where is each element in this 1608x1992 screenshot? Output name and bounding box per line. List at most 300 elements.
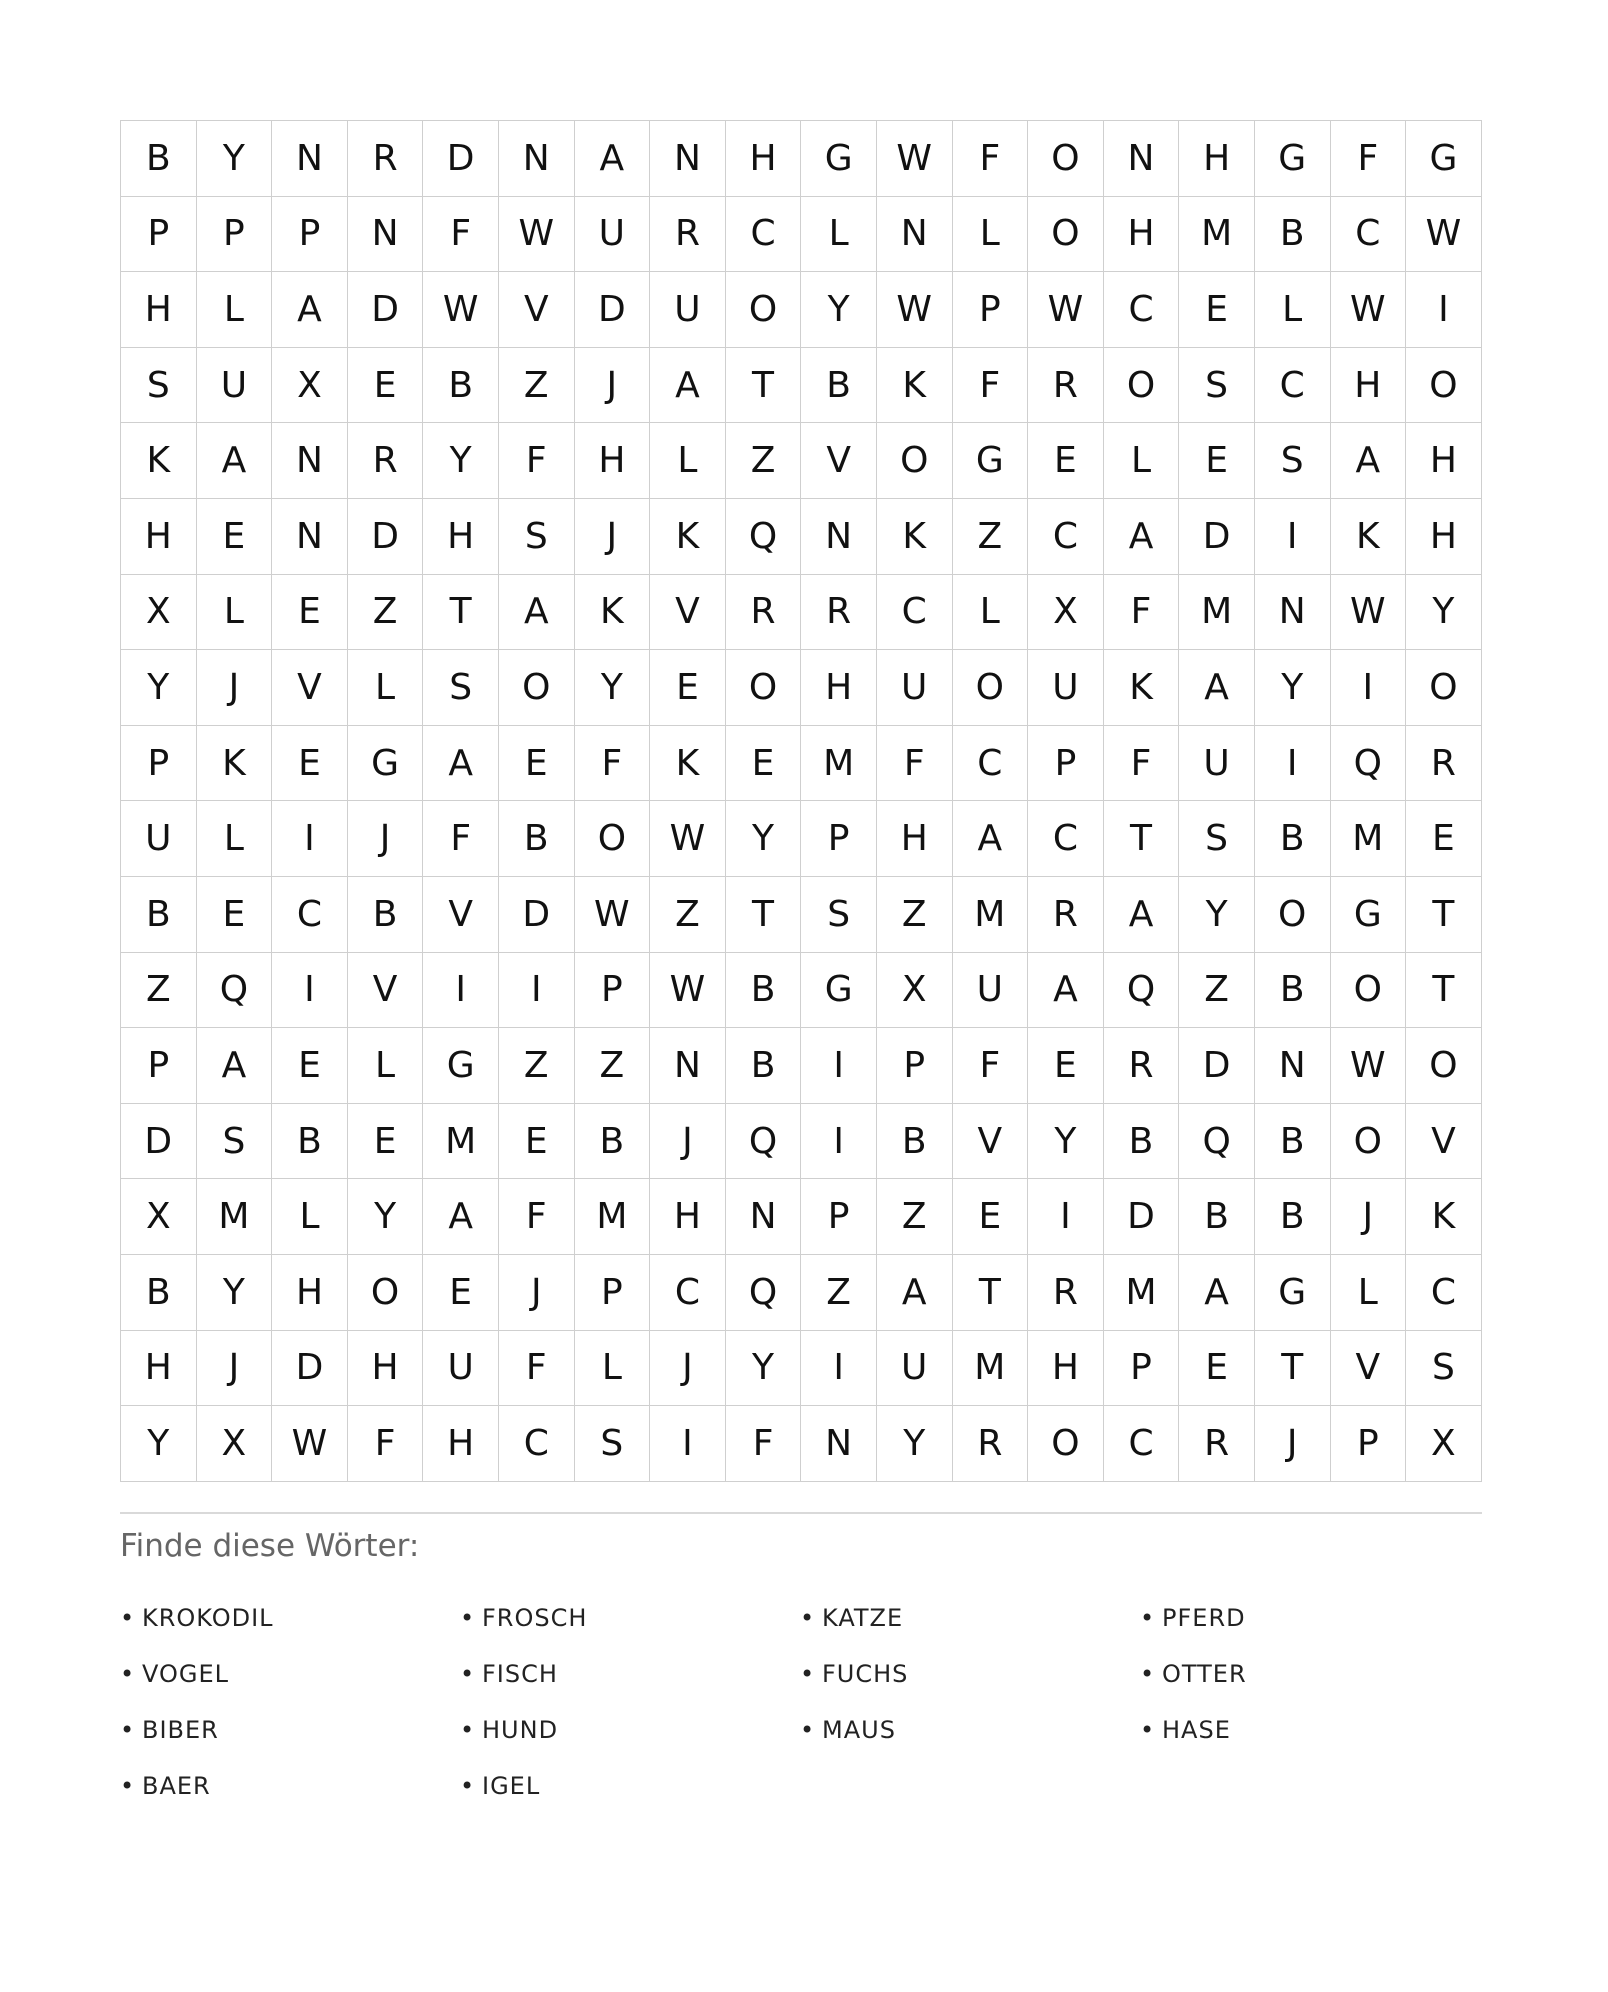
grid-cell[interactable]: X — [272, 348, 348, 424]
grid-cell[interactable]: K — [877, 348, 953, 424]
grid-cell[interactable]: X — [877, 953, 953, 1029]
grid-cell[interactable]: Y — [197, 1255, 273, 1331]
grid-cell[interactable]: S — [121, 348, 197, 424]
grid-cell[interactable]: I — [1406, 272, 1482, 348]
grid-cell[interactable]: N — [726, 1179, 802, 1255]
grid-cell[interactable]: V — [348, 953, 424, 1029]
grid-cell[interactable]: O — [1255, 877, 1331, 953]
grid-cell[interactable]: Y — [1255, 650, 1331, 726]
grid-cell[interactable]: E — [726, 726, 802, 802]
grid-cell[interactable]: N — [650, 1028, 726, 1104]
grid-cell[interactable]: N — [801, 499, 877, 575]
grid-cell[interactable]: M — [575, 1179, 651, 1255]
grid-cell[interactable]: Z — [575, 1028, 651, 1104]
grid-cell[interactable]: I — [1028, 1179, 1104, 1255]
grid-cell[interactable]: F — [499, 1331, 575, 1407]
grid-cell[interactable]: W — [272, 1406, 348, 1482]
grid-cell[interactable]: N — [348, 197, 424, 273]
grid-cell[interactable]: W — [1331, 575, 1407, 651]
grid-cell[interactable]: Y — [726, 801, 802, 877]
grid-cell[interactable]: H — [348, 1331, 424, 1407]
grid-cell[interactable]: L — [575, 1331, 651, 1407]
grid-cell[interactable]: Y — [1179, 877, 1255, 953]
grid-cell[interactable]: C — [650, 1255, 726, 1331]
grid-cell[interactable]: Y — [877, 1406, 953, 1482]
grid-cell[interactable]: R — [1028, 877, 1104, 953]
grid-cell[interactable]: L — [953, 197, 1029, 273]
grid-cell[interactable]: M — [1179, 197, 1255, 273]
grid-cell[interactable]: N — [272, 423, 348, 499]
grid-cell[interactable]: U — [575, 197, 651, 273]
grid-cell[interactable]: Z — [877, 1179, 953, 1255]
grid-cell[interactable]: H — [1406, 499, 1482, 575]
grid-cell[interactable]: Z — [499, 1028, 575, 1104]
grid-cell[interactable]: R — [1028, 1255, 1104, 1331]
grid-cell[interactable]: L — [348, 1028, 424, 1104]
grid-cell[interactable]: I — [272, 801, 348, 877]
grid-cell[interactable]: M — [197, 1179, 273, 1255]
grid-cell[interactable]: K — [575, 575, 651, 651]
grid-cell[interactable]: N — [1255, 575, 1331, 651]
grid-cell[interactable]: L — [272, 1179, 348, 1255]
grid-cell[interactable]: O — [575, 801, 651, 877]
grid-cell[interactable]: L — [348, 650, 424, 726]
grid-cell[interactable]: U — [650, 272, 726, 348]
grid-cell[interactable]: J — [499, 1255, 575, 1331]
grid-cell[interactable]: O — [726, 272, 802, 348]
grid-cell[interactable]: H — [423, 1406, 499, 1482]
grid-cell[interactable]: A — [953, 801, 1029, 877]
grid-cell[interactable]: N — [499, 121, 575, 197]
grid-cell[interactable]: N — [877, 197, 953, 273]
grid-cell[interactable]: B — [877, 1104, 953, 1180]
grid-cell[interactable]: O — [1406, 1028, 1482, 1104]
grid-cell[interactable]: V — [801, 423, 877, 499]
grid-cell[interactable]: M — [953, 1331, 1029, 1407]
grid-cell[interactable]: P — [575, 1255, 651, 1331]
grid-cell[interactable]: E — [197, 877, 273, 953]
grid-cell[interactable]: B — [1255, 953, 1331, 1029]
grid-cell[interactable]: Y — [1028, 1104, 1104, 1180]
grid-cell[interactable]: H — [877, 801, 953, 877]
grid-cell[interactable]: W — [1406, 197, 1482, 273]
grid-cell[interactable]: C — [1104, 1406, 1180, 1482]
grid-cell[interactable]: A — [1331, 423, 1407, 499]
grid-cell[interactable]: E — [1028, 1028, 1104, 1104]
grid-cell[interactable]: S — [197, 1104, 273, 1180]
grid-cell[interactable]: F — [499, 423, 575, 499]
grid-cell[interactable]: Y — [575, 650, 651, 726]
grid-cell[interactable]: F — [877, 726, 953, 802]
grid-cell[interactable]: H — [121, 1331, 197, 1407]
grid-cell[interactable]: G — [953, 423, 1029, 499]
grid-cell[interactable]: Q — [1179, 1104, 1255, 1180]
grid-cell[interactable]: G — [801, 953, 877, 1029]
grid-cell[interactable]: P — [801, 801, 877, 877]
grid-cell[interactable]: S — [1179, 801, 1255, 877]
grid-cell[interactable]: I — [272, 953, 348, 1029]
grid-cell[interactable]: U — [423, 1331, 499, 1407]
grid-cell[interactable]: H — [801, 650, 877, 726]
grid-cell[interactable]: E — [1179, 272, 1255, 348]
grid-cell[interactable]: S — [1406, 1331, 1482, 1407]
grid-cell[interactable]: P — [197, 197, 273, 273]
grid-cell[interactable]: Z — [650, 877, 726, 953]
grid-cell[interactable]: I — [1255, 726, 1331, 802]
grid-cell[interactable]: X — [121, 1179, 197, 1255]
grid-cell[interactable]: A — [423, 726, 499, 802]
grid-cell[interactable]: D — [1104, 1179, 1180, 1255]
grid-cell[interactable]: E — [272, 726, 348, 802]
grid-cell[interactable]: S — [423, 650, 499, 726]
grid-cell[interactable]: G — [801, 121, 877, 197]
grid-cell[interactable]: Y — [197, 121, 273, 197]
grid-cell[interactable]: A — [1104, 499, 1180, 575]
grid-cell[interactable]: B — [1255, 1179, 1331, 1255]
grid-cell[interactable]: U — [1028, 650, 1104, 726]
grid-cell[interactable]: A — [1179, 650, 1255, 726]
grid-cell[interactable]: B — [726, 1028, 802, 1104]
grid-cell[interactable]: B — [726, 953, 802, 1029]
grid-cell[interactable]: S — [1179, 348, 1255, 424]
grid-cell[interactable]: N — [272, 499, 348, 575]
grid-cell[interactable]: T — [726, 348, 802, 424]
grid-cell[interactable]: T — [953, 1255, 1029, 1331]
grid-cell[interactable]: J — [650, 1104, 726, 1180]
grid-cell[interactable]: E — [348, 1104, 424, 1180]
grid-cell[interactable]: E — [953, 1179, 1029, 1255]
grid-cell[interactable]: C — [953, 726, 1029, 802]
grid-cell[interactable]: C — [726, 197, 802, 273]
grid-cell[interactable]: V — [272, 650, 348, 726]
grid-cell[interactable]: W — [877, 272, 953, 348]
grid-cell[interactable]: F — [1104, 726, 1180, 802]
grid-cell[interactable]: Z — [877, 877, 953, 953]
grid-cell[interactable]: I — [801, 1028, 877, 1104]
grid-cell[interactable]: V — [650, 575, 726, 651]
grid-cell[interactable]: E — [1406, 801, 1482, 877]
grid-cell[interactable]: U — [197, 348, 273, 424]
grid-cell[interactable]: Z — [121, 953, 197, 1029]
grid-cell[interactable]: J — [650, 1331, 726, 1407]
grid-cell[interactable]: R — [1028, 348, 1104, 424]
grid-cell[interactable]: E — [197, 499, 273, 575]
grid-cell[interactable]: M — [1331, 801, 1407, 877]
grid-cell[interactable]: J — [197, 1331, 273, 1407]
grid-cell[interactable]: B — [272, 1104, 348, 1180]
grid-cell[interactable]: A — [650, 348, 726, 424]
grid-cell[interactable]: D — [348, 499, 424, 575]
grid-cell[interactable]: R — [650, 197, 726, 273]
grid-cell[interactable]: K — [197, 726, 273, 802]
grid-cell[interactable]: A — [423, 1179, 499, 1255]
grid-cell[interactable]: X — [1028, 575, 1104, 651]
grid-cell[interactable]: E — [1179, 1331, 1255, 1407]
grid-cell[interactable]: B — [1255, 1104, 1331, 1180]
grid-cell[interactable]: P — [1104, 1331, 1180, 1407]
grid-cell[interactable]: O — [1331, 1104, 1407, 1180]
grid-cell[interactable]: H — [423, 499, 499, 575]
grid-cell[interactable]: U — [877, 1331, 953, 1407]
grid-cell[interactable]: W — [423, 272, 499, 348]
grid-cell[interactable]: A — [1028, 953, 1104, 1029]
grid-cell[interactable]: U — [877, 650, 953, 726]
grid-cell[interactable]: J — [575, 348, 651, 424]
grid-cell[interactable]: J — [197, 650, 273, 726]
grid-cell[interactable]: W — [1028, 272, 1104, 348]
grid-cell[interactable]: T — [726, 877, 802, 953]
grid-cell[interactable]: W — [1331, 1028, 1407, 1104]
grid-cell[interactable]: S — [1255, 423, 1331, 499]
grid-cell[interactable]: F — [726, 1406, 802, 1482]
grid-cell[interactable]: Y — [801, 272, 877, 348]
grid-cell[interactable]: M — [953, 877, 1029, 953]
grid-cell[interactable]: M — [1104, 1255, 1180, 1331]
grid-cell[interactable]: Q — [726, 499, 802, 575]
grid-cell[interactable]: I — [499, 953, 575, 1029]
grid-cell[interactable]: N — [1255, 1028, 1331, 1104]
grid-cell[interactable]: W — [499, 197, 575, 273]
grid-cell[interactable]: D — [423, 121, 499, 197]
grid-cell[interactable]: S — [801, 877, 877, 953]
grid-cell[interactable]: B — [121, 1255, 197, 1331]
grid-cell[interactable]: U — [121, 801, 197, 877]
grid-cell[interactable]: X — [1406, 1406, 1482, 1482]
grid-cell[interactable]: K — [650, 726, 726, 802]
grid-cell[interactable]: H — [1179, 121, 1255, 197]
grid-cell[interactable]: Y — [121, 650, 197, 726]
grid-cell[interactable]: X — [197, 1406, 273, 1482]
grid-cell[interactable]: K — [650, 499, 726, 575]
grid-cell[interactable]: H — [1406, 423, 1482, 499]
grid-cell[interactable]: H — [121, 499, 197, 575]
grid-cell[interactable]: E — [499, 1104, 575, 1180]
grid-cell[interactable]: L — [801, 197, 877, 273]
grid-cell[interactable]: E — [1028, 423, 1104, 499]
grid-cell[interactable]: P — [1028, 726, 1104, 802]
grid-cell[interactable]: S — [575, 1406, 651, 1482]
grid-cell[interactable]: B — [423, 348, 499, 424]
grid-cell[interactable]: L — [197, 272, 273, 348]
grid-cell[interactable]: F — [575, 726, 651, 802]
grid-cell[interactable]: Z — [726, 423, 802, 499]
grid-cell[interactable]: U — [953, 953, 1029, 1029]
grid-cell[interactable]: Z — [348, 575, 424, 651]
grid-cell[interactable]: F — [499, 1179, 575, 1255]
grid-cell[interactable]: F — [1331, 121, 1407, 197]
grid-cell[interactable]: F — [348, 1406, 424, 1482]
grid-cell[interactable]: D — [575, 272, 651, 348]
grid-cell[interactable]: P — [121, 197, 197, 273]
grid-cell[interactable]: W — [877, 121, 953, 197]
grid-cell[interactable]: B — [575, 1104, 651, 1180]
grid-cell[interactable]: N — [650, 121, 726, 197]
grid-cell[interactable]: P — [121, 1028, 197, 1104]
grid-cell[interactable]: Q — [1104, 953, 1180, 1029]
grid-cell[interactable]: M — [423, 1104, 499, 1180]
grid-cell[interactable]: R — [801, 575, 877, 651]
grid-cell[interactable]: D — [1179, 1028, 1255, 1104]
grid-cell[interactable]: V — [1406, 1104, 1482, 1180]
grid-cell[interactable]: O — [1104, 348, 1180, 424]
grid-cell[interactable]: I — [1255, 499, 1331, 575]
grid-cell[interactable]: F — [953, 121, 1029, 197]
grid-cell[interactable]: L — [197, 801, 273, 877]
grid-cell[interactable]: F — [423, 197, 499, 273]
grid-cell[interactable]: B — [121, 121, 197, 197]
grid-cell[interactable]: B — [121, 877, 197, 953]
grid-cell[interactable]: H — [650, 1179, 726, 1255]
grid-cell[interactable]: T — [1104, 801, 1180, 877]
grid-cell[interactable]: Q — [197, 953, 273, 1029]
grid-cell[interactable]: G — [1255, 1255, 1331, 1331]
grid-cell[interactable]: R — [726, 575, 802, 651]
grid-cell[interactable]: P — [1331, 1406, 1407, 1482]
grid-cell[interactable]: Y — [726, 1331, 802, 1407]
grid-cell[interactable]: C — [1028, 801, 1104, 877]
grid-cell[interactable]: C — [1406, 1255, 1482, 1331]
grid-cell[interactable]: B — [1255, 801, 1331, 877]
grid-cell[interactable]: J — [1331, 1179, 1407, 1255]
grid-cell[interactable]: Z — [1179, 953, 1255, 1029]
grid-cell[interactable]: I — [801, 1331, 877, 1407]
grid-cell[interactable]: H — [726, 121, 802, 197]
grid-cell[interactable]: G — [1331, 877, 1407, 953]
grid-cell[interactable]: I — [423, 953, 499, 1029]
grid-cell[interactable]: O — [499, 650, 575, 726]
grid-cell[interactable]: Z — [801, 1255, 877, 1331]
grid-cell[interactable]: P — [575, 953, 651, 1029]
grid-cell[interactable]: C — [499, 1406, 575, 1482]
grid-cell[interactable]: S — [499, 499, 575, 575]
grid-cell[interactable]: F — [953, 348, 1029, 424]
grid-cell[interactable]: O — [877, 423, 953, 499]
grid-cell[interactable]: D — [348, 272, 424, 348]
grid-cell[interactable]: N — [801, 1406, 877, 1482]
grid-cell[interactable]: W — [575, 877, 651, 953]
grid-cell[interactable]: H — [575, 423, 651, 499]
grid-cell[interactable]: W — [650, 953, 726, 1029]
grid-cell[interactable]: Y — [1406, 575, 1482, 651]
grid-cell[interactable]: T — [1406, 953, 1482, 1029]
grid-cell[interactable]: B — [1179, 1179, 1255, 1255]
grid-cell[interactable]: Y — [121, 1406, 197, 1482]
grid-cell[interactable]: P — [801, 1179, 877, 1255]
grid-cell[interactable]: W — [1331, 272, 1407, 348]
grid-cell[interactable]: G — [348, 726, 424, 802]
grid-cell[interactable]: O — [726, 650, 802, 726]
grid-cell[interactable]: X — [121, 575, 197, 651]
grid-cell[interactable]: C — [1255, 348, 1331, 424]
grid-cell[interactable]: A — [499, 575, 575, 651]
grid-cell[interactable]: L — [197, 575, 273, 651]
grid-cell[interactable]: F — [953, 1028, 1029, 1104]
grid-cell[interactable]: L — [650, 423, 726, 499]
grid-cell[interactable]: Q — [726, 1104, 802, 1180]
grid-cell[interactable]: P — [121, 726, 197, 802]
grid-cell[interactable]: E — [272, 575, 348, 651]
grid-cell[interactable]: D — [1179, 499, 1255, 575]
grid-cell[interactable]: Y — [348, 1179, 424, 1255]
grid-cell[interactable]: Z — [499, 348, 575, 424]
grid-cell[interactable]: V — [1331, 1331, 1407, 1407]
grid-cell[interactable]: L — [1255, 272, 1331, 348]
grid-cell[interactable]: J — [575, 499, 651, 575]
grid-cell[interactable]: C — [877, 575, 953, 651]
grid-cell[interactable]: L — [953, 575, 1029, 651]
grid-cell[interactable]: A — [272, 272, 348, 348]
grid-cell[interactable]: Z — [953, 499, 1029, 575]
grid-cell[interactable]: H — [272, 1255, 348, 1331]
grid-cell[interactable]: V — [953, 1104, 1029, 1180]
grid-cell[interactable]: P — [953, 272, 1029, 348]
grid-cell[interactable]: D — [272, 1331, 348, 1407]
grid-cell[interactable]: H — [121, 272, 197, 348]
grid-cell[interactable]: T — [1406, 877, 1482, 953]
grid-cell[interactable]: C — [1104, 272, 1180, 348]
grid-cell[interactable]: P — [272, 197, 348, 273]
grid-cell[interactable]: R — [348, 121, 424, 197]
grid-cell[interactable]: Y — [423, 423, 499, 499]
grid-cell[interactable]: Q — [726, 1255, 802, 1331]
grid-cell[interactable]: C — [1028, 499, 1104, 575]
grid-cell[interactable]: B — [499, 801, 575, 877]
grid-cell[interactable]: B — [801, 348, 877, 424]
grid-cell[interactable]: K — [1406, 1179, 1482, 1255]
grid-cell[interactable]: R — [1179, 1406, 1255, 1482]
grid-cell[interactable]: E — [650, 650, 726, 726]
grid-cell[interactable]: N — [272, 121, 348, 197]
grid-cell[interactable]: A — [877, 1255, 953, 1331]
grid-cell[interactable]: A — [197, 423, 273, 499]
grid-cell[interactable]: R — [953, 1406, 1029, 1482]
grid-cell[interactable]: E — [1179, 423, 1255, 499]
grid-cell[interactable]: U — [1179, 726, 1255, 802]
grid-cell[interactable]: B — [1255, 197, 1331, 273]
grid-cell[interactable]: A — [1104, 877, 1180, 953]
grid-cell[interactable]: P — [877, 1028, 953, 1104]
grid-cell[interactable]: V — [423, 877, 499, 953]
grid-cell[interactable]: R — [348, 423, 424, 499]
grid-cell[interactable]: I — [650, 1406, 726, 1482]
grid-cell[interactable]: T — [423, 575, 499, 651]
grid-cell[interactable]: L — [1104, 423, 1180, 499]
grid-cell[interactable]: D — [121, 1104, 197, 1180]
grid-cell[interactable]: G — [1406, 121, 1482, 197]
grid-cell[interactable]: G — [1255, 121, 1331, 197]
grid-cell[interactable]: O — [1406, 650, 1482, 726]
grid-cell[interactable]: R — [1406, 726, 1482, 802]
grid-cell[interactable]: A — [197, 1028, 273, 1104]
grid-cell[interactable]: O — [1028, 1406, 1104, 1482]
grid-cell[interactable]: N — [1104, 121, 1180, 197]
grid-cell[interactable]: H — [1104, 197, 1180, 273]
grid-cell[interactable]: I — [801, 1104, 877, 1180]
grid-cell[interactable]: V — [499, 272, 575, 348]
grid-cell[interactable]: K — [877, 499, 953, 575]
grid-cell[interactable]: M — [1179, 575, 1255, 651]
grid-cell[interactable]: B — [1104, 1104, 1180, 1180]
grid-cell[interactable]: C — [272, 877, 348, 953]
grid-cell[interactable]: J — [348, 801, 424, 877]
grid-cell[interactable]: Q — [1331, 726, 1407, 802]
grid-cell[interactable]: O — [348, 1255, 424, 1331]
grid-cell[interactable]: A — [1179, 1255, 1255, 1331]
grid-cell[interactable]: O — [1406, 348, 1482, 424]
grid-cell[interactable]: J — [1255, 1406, 1331, 1482]
grid-cell[interactable]: M — [801, 726, 877, 802]
grid-cell[interactable]: I — [1331, 650, 1407, 726]
